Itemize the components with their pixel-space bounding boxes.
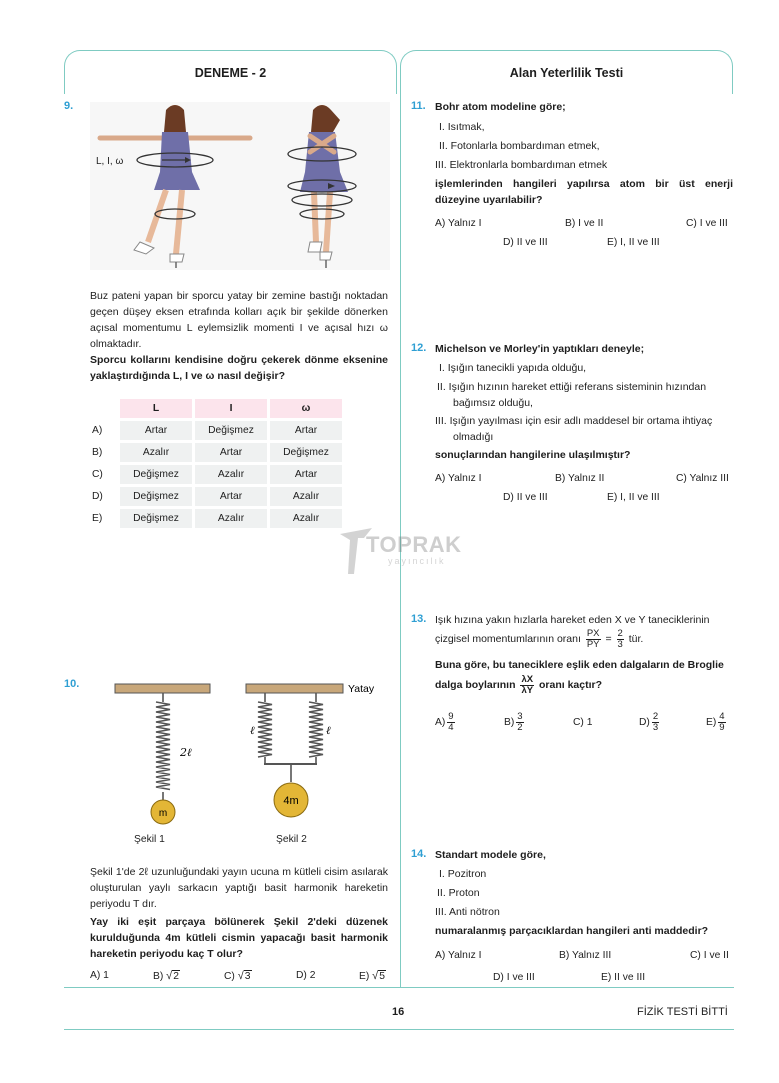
option-label: B) (153, 971, 164, 982)
q14-option-e: E) II ve III (601, 972, 646, 983)
footer-line-top (64, 987, 734, 988)
table-cell: Değişmez (120, 465, 192, 484)
frac-den: 4 (448, 722, 454, 733)
q13-number: 13. (411, 613, 427, 625)
q11-item-3: III. Elektronlarla bombardıman etmek (435, 159, 608, 171)
q9-skater-figure (90, 102, 390, 272)
option-label: E) (706, 717, 717, 729)
table-cell: Artar (195, 487, 267, 506)
q10-fig2-caption: Şekil 2 (276, 834, 307, 845)
springs-l (258, 693, 323, 782)
sqrt-symbol: √2 (166, 970, 179, 982)
table-row (91, 421, 342, 440)
q13-text-2-a: çizgisel momentumlarının oranı (435, 633, 581, 645)
q12-option-c: C) Yalnız III (676, 473, 729, 484)
test-end-label: FİZİK TESTİ BİTTİ (637, 1006, 728, 1018)
table-row (91, 509, 342, 528)
q13-question-2-a: dalga boylarının (435, 679, 516, 691)
frac-den: PY (586, 638, 600, 650)
option-label: B) (92, 447, 103, 458)
q10-spring-figure (100, 678, 390, 828)
q14-option-b: B) Yalnız III (559, 950, 612, 961)
table-cell: Değişmez (270, 443, 342, 462)
q13-question-2 (435, 674, 602, 696)
q10-option-a: A) 1 (90, 970, 109, 981)
spring-2l (156, 693, 170, 802)
table-header-cell: L (120, 399, 192, 418)
value-fraction (617, 629, 624, 650)
mass-4m-label: 4m (283, 795, 299, 807)
wavelength-fraction (520, 675, 534, 696)
sqrt-value: 3 (244, 971, 251, 982)
table-cell: Azalır (120, 443, 192, 462)
page-number: 16 (392, 1006, 405, 1018)
header-right (400, 50, 733, 94)
q12-item-2: II. Işığın hızının hareket ettiği referans sisteminin hızından (437, 381, 707, 393)
option-label: E) (359, 971, 370, 982)
header-left (64, 50, 397, 94)
q13-option-b (504, 712, 526, 733)
q12-option-d: D) II ve III (503, 492, 548, 503)
q11-option-d: D) II ve III (503, 237, 548, 248)
table-cell: Azalır (270, 487, 342, 506)
label-2l: 2ℓ (180, 746, 192, 759)
sqrt-symbol: √5 (372, 970, 385, 982)
q10-option-d: D) 2 (296, 970, 316, 981)
frac-num: λX (521, 673, 534, 685)
q9-question: Sporcu kollarını kendisine doğru çekerek dönme eksenine yaklaştırdığında L, I ve ω nasıl değişir? (90, 354, 388, 382)
q13-option-a (435, 712, 457, 733)
label-l-left: ℓ (250, 724, 255, 737)
q12-item-3-cont: olmadığı (453, 431, 494, 443)
header-right-title: Alan Yeterlilik Testi (509, 65, 624, 80)
q10-option-c (224, 970, 252, 982)
q10-option-b (153, 970, 180, 982)
q11-option-e: E) I, II ve III (607, 237, 660, 248)
q12-option-e: E) I, II ve III (607, 492, 660, 503)
frac-den: 9 (719, 722, 725, 733)
q13-option-d (639, 712, 661, 733)
q11-option-b: B) I ve II (565, 218, 604, 229)
q14-number: 14. (411, 848, 427, 860)
q12-number: 12. (411, 342, 427, 354)
q9-figure-label: L, I, ω (96, 156, 124, 167)
label-l-right: ℓ (326, 724, 331, 737)
q13-text-1: Işık hızına yakın hızlarla hareket eden X ve Y taneciklerinin (435, 614, 710, 626)
option-label: B) (504, 717, 515, 729)
q11-number: 11. (411, 100, 426, 112)
q14-item-3: III. Anti nötron (435, 906, 500, 918)
q14-title: Standart modele göre, (435, 849, 546, 861)
sqrt-value: 2 (173, 971, 179, 982)
q11-item-1: I. Isıtmak, (439, 121, 485, 133)
table-cell: Artar (120, 421, 192, 440)
q12-option-a: A) Yalnız I (435, 473, 482, 484)
table-header-cell: ω (270, 399, 342, 418)
option-label: A) (92, 425, 103, 436)
q14-option-a: A) Yalnız I (435, 950, 482, 961)
q11-item-2: II. Fotonlarla bombardıman etmek, (439, 140, 600, 152)
q12-question: sonuçlarından hangilerine ulaşılmıştır? (435, 449, 631, 461)
frac-num: 4 (719, 711, 725, 722)
frac-den: 3 (652, 722, 659, 733)
frac-num: 2 (617, 627, 623, 639)
frac-den: λY (521, 684, 534, 696)
table-header-cell: I (195, 399, 267, 418)
header-left-title: DENEME - 2 (194, 65, 267, 80)
frac-num: 2 (652, 711, 659, 722)
q9-text: Buz pateni yapan bir sporcu yatay bir zemine bastığı noktadan geçen düşey eksen etrafında kolları açık bir şekilde dönerken açısal momentumu L eylemsizlik momenti I ve açısal hızı ω olmaktadır. (90, 290, 388, 350)
table-cell: Azalır (195, 465, 267, 484)
table-row (91, 487, 342, 506)
label-horizontal: Yatay (348, 683, 375, 695)
publisher-watermark (336, 520, 466, 580)
q10-number: 10. (64, 678, 80, 690)
q13-text-2 (435, 628, 643, 650)
option-label: E) (92, 513, 103, 524)
q14-item-1: I. Pozitron (439, 868, 487, 880)
table-cell: Artar (270, 465, 342, 484)
q10-question: Yay iki eşit parçaya bölünerek Şekil 2'deki düzenek kurulduğunda 4m kütleli cismin yapacağı basit harmonik hareketin periyodu kaç T olur? (90, 916, 388, 960)
q12-option-b: B) Yalnız II (555, 473, 605, 484)
watermark-text: TOPRAK (366, 532, 462, 557)
q10-fig1-caption: Şekil 1 (134, 834, 165, 845)
option-label: C) (92, 469, 103, 480)
q11-question: işlemlerinden hangileri yapılırsa atom bir üst enerji düzeyine uyarılabilir? (435, 178, 733, 206)
table-row (91, 443, 342, 462)
q10-text: Şekil 1'de 2ℓ uzunluğundaki yayın ucuna m kütleli cisim asılarak oluşturulan yaylı sarkacın yaptığı basit harmonik hareketin periyodu T dır. (90, 866, 388, 910)
q13-text-2-b: tür. (628, 633, 644, 645)
q13-option-c: C) 1 (573, 717, 593, 728)
frac-den: 2 (517, 722, 523, 733)
table-row (91, 465, 342, 484)
frac-num: 9 (448, 711, 454, 722)
momentum-fraction (586, 629, 601, 650)
table-cell: Değişmez (195, 421, 267, 440)
equals-sign: = (605, 633, 612, 645)
table-header-row (91, 399, 342, 418)
frac-num: 3 (517, 711, 523, 722)
option-label: D) (639, 717, 650, 729)
frac-num: PX (586, 627, 600, 639)
q12-item-2-cont: bağımsız olduğu, (453, 397, 533, 409)
option-label: A) (435, 717, 446, 729)
sqrt-symbol: √3 (237, 970, 251, 982)
q11-option-c: C) I ve III (686, 218, 728, 229)
sqrt-value: 5 (379, 971, 385, 982)
q11-title: Bohr atom modeline göre; (435, 101, 566, 113)
q14-item-2: II. Proton (437, 887, 480, 899)
option-label: C) (224, 971, 235, 982)
q12-title: Michelson ve Morley'in yaptıkları deneyle; (435, 343, 645, 355)
table-cell: Artar (195, 443, 267, 462)
q14-option-d: D) I ve III (493, 972, 535, 983)
q9-number: 9. (64, 100, 74, 112)
q14-question: numaralanmış parçacıklardan hangileri anti maddedir? (435, 925, 709, 937)
mass-m-label: m (158, 808, 168, 819)
q13-question-1: Buna göre, bu taneciklere eşlik eden dalgaların de Broglie (435, 659, 724, 671)
q13-option-e (706, 712, 728, 733)
footer-line-bottom (64, 1029, 734, 1030)
q9-answer-table (88, 396, 345, 531)
table-cell: Değişmez (120, 509, 192, 528)
frac-den: 3 (617, 638, 623, 650)
q12-item-1: I. Işığın tanecikli yapıda olduğu, (439, 362, 587, 374)
table-cell: Azalır (270, 509, 342, 528)
table-cell: Azalır (195, 509, 267, 528)
q11-option-a: A) Yalnız I (435, 218, 482, 229)
q10-option-e (359, 970, 386, 982)
table-cell: Artar (270, 421, 342, 440)
q13-question-2-b: oranı kaçtır? (538, 679, 603, 691)
q14-option-c: C) I ve II (690, 950, 729, 961)
table-cell: Değişmez (120, 487, 192, 506)
q12-item-3: III. Işığın yayılması için esir adlı maddesel bir ortama ihtiyaç (435, 415, 713, 427)
watermark-subtext: yayıncılık (388, 556, 446, 566)
option-label: D) (92, 491, 103, 502)
